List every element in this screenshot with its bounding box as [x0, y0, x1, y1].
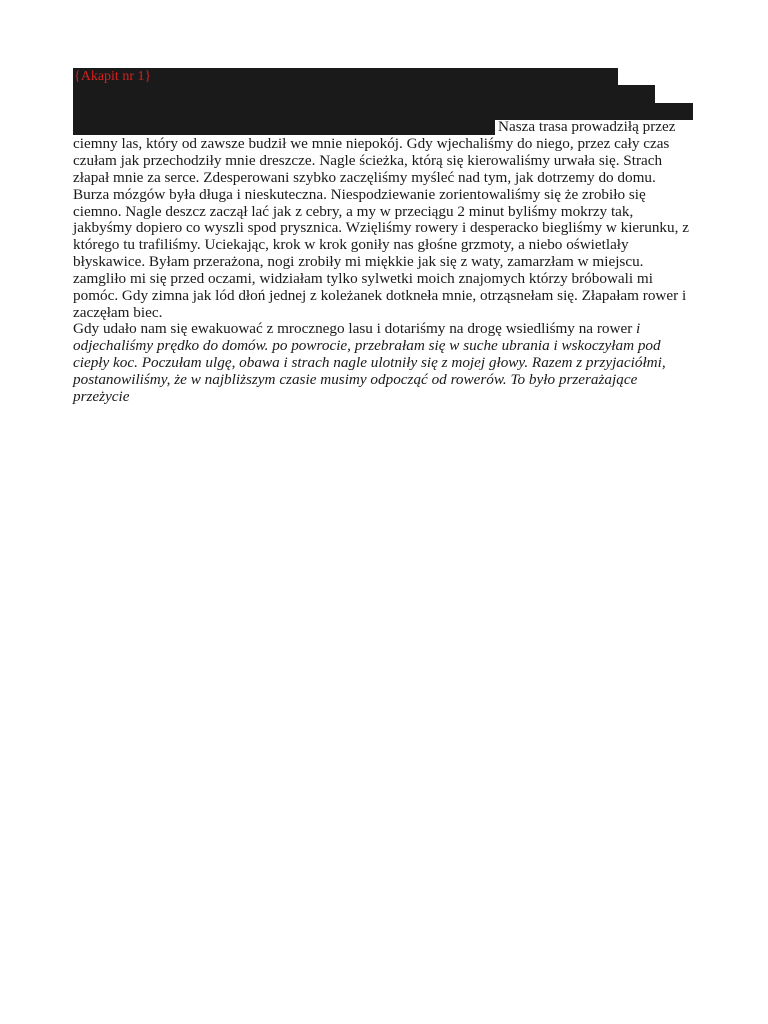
paragraph-2-regular: Gdy udało nam się ewakuować z mrocznego lasu i dotariśmy na drogę wsiedliśmy na rower [73, 320, 637, 337]
redaction-bar [73, 85, 655, 103]
redaction-bar [73, 68, 618, 85]
paragraph-2-italic: i odjechaliśmy prędko do domów. po powrocie, przebrałam się w suche ubrania i wskoczyłam pod ciepły koc. Poczułam ulgę, obawa i strach nagle ulotniły się z mojej głowy. Razem z przyjaciółmi, postanowiliśmy, że w najbliższym czasie musimy odpocząć od rowerów. To było przerażające przeżycie [73, 320, 666, 405]
paragraph-1: Nasza trasa prowadziłą przez ciemny las, który od zawsze budził we mnie niepokój. Gdy wjechaliśmy do niego, przez cały czas czułam jak przechodziły mnie dreszcze. Nagle ścieżka, którą się kierowaliśmy urwała się. Strach złapał mnie za serce. Zdesperowani szybko zaczęliśmy myśleć nad tym, jak dotrzemy do domu. Burza mózgów była długa i nieskuteczna. Niespodziewanie zorientowaliśmy się że zrobiło się ciemno. Nagle deszcz zaczął lać jak z cebry, a my w przeciągu 2 minut byliśmy mokrzy tak, jakbyśmy dopiero co wyszli spod prysznica. Wzięliśmy rowery i desperacko biegliśmy w kierunku, z którego tu trafiliśmy. Uciekając, krok w krok goniły nas głośne grzmoty, a niebo oświetlały błyskawice. Byłam przerażona, nogi zrobiły mi miękkie jak się z waty, zamarzłam w miejscu. zamgliło mi się przed oczami, widziałam tylko sylwetki moich znajomych którzy bróbowali mi pomóc. Gdy zimna jak lód dłoń jednej z koleżanek dotkneła mnie, otrząsnełam się. Złapałam rower i zaczęłam biec. [73, 118, 689, 321]
paragraph-2 [73, 320, 695, 405]
paragraph-tag: {Akapit nr 1} [74, 69, 152, 84]
